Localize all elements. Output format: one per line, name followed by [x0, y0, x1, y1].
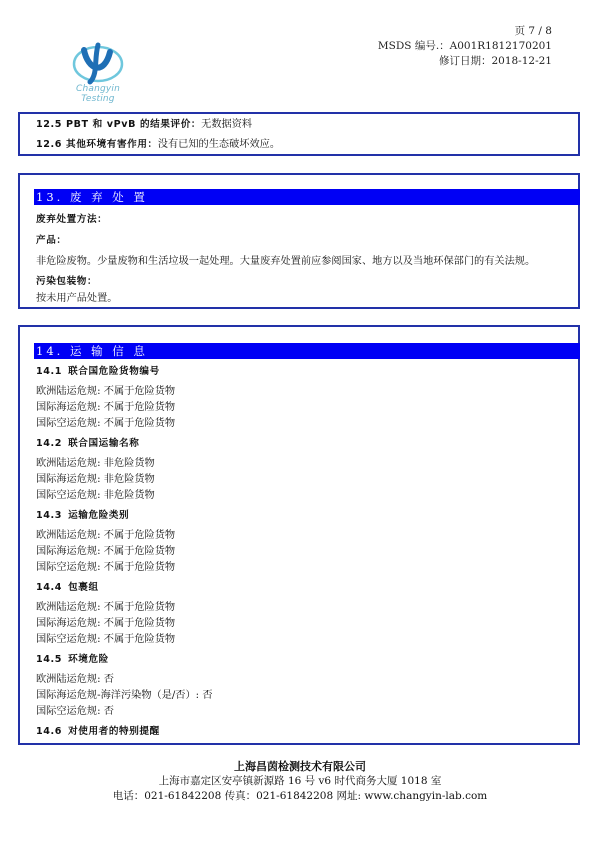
list-item: 国际海运危规: 不属于危险货物 — [36, 546, 176, 557]
other-effects-label: 12.6 其他环境有害作用： — [36, 139, 158, 150]
list-item: 欧洲陆运危规: 不属于危险货物 — [36, 602, 176, 613]
product-text: 非危险废物。少量废物和生活垃圾一起处理。大量废弃处置前应参阅国家、地方以及当地环保部门的有关法规。 — [36, 256, 536, 267]
other-effects-value: 没有已知的生态破坏效应。 — [157, 139, 281, 150]
pbt-line — [36, 118, 252, 132]
logo-text: Changyin Testing — [75, 84, 121, 104]
subsection-14-1-title: 14.1 联合国危险货物编号 — [36, 366, 160, 377]
section-13-box — [18, 173, 580, 309]
list-item: 国际空运危规: 否 — [36, 706, 114, 717]
list-item: 国际海运危规: 不属于危险货物 — [36, 618, 176, 629]
footer-contact: 电话：021-61842208 传真：021-61842208 网址: www.changyin-lab.com — [112, 790, 488, 802]
packaging-label: 污染包装物： — [36, 276, 98, 287]
section-14-title: 14. 运 输 信 息 — [34, 343, 580, 359]
list-item: 欧洲陆运危规: 不属于危险货物 — [36, 530, 176, 541]
document-meta — [378, 24, 552, 69]
section-12-box — [18, 112, 580, 156]
list-item: 国际海运危规: 非危险货物 — [36, 474, 155, 485]
subsection-14-2-title: 14.2 联合国运输名称 — [36, 438, 140, 449]
list-item: 国际空运危规: 不属于危险货物 — [36, 562, 176, 573]
list-item: 欧洲陆运危规: 否 — [36, 674, 114, 685]
list-item: 欧洲陆运危规: 非危险货物 — [36, 458, 155, 469]
msds-number: MSDS 编号.：A001R1812170201 — [377, 40, 552, 52]
page-number: 页 7 / 8 — [514, 25, 552, 37]
pbt-label: 12.5 PBT 和 vPvB 的结果评价： — [36, 119, 202, 130]
subsection-14-3-title: 14.3 运输危险类别 — [36, 510, 130, 521]
list-item: 欧洲陆运危规: 不属于危险货物 — [36, 386, 176, 397]
packaging-text: 按未用产品处置。 — [36, 293, 118, 304]
list-item: 国际海运危规-海洋污染物（是/否）: 否 — [36, 690, 213, 701]
list-item: 国际空运危规: 不属于危险货物 — [36, 418, 176, 429]
footer-company: 上海昌茵检测技术有限公司 — [234, 760, 366, 773]
subsection-14-5-title: 14.5 环境危险 — [36, 654, 109, 665]
section-13-title: 13. 废 弃 处 置 — [34, 189, 580, 205]
subsection-14-4-title: 14.4 包裹组 — [36, 582, 99, 593]
footer-address: 上海市嘉定区安亭镇新源路 16 号 v6 时代商务大厦 1018 室 — [158, 775, 442, 787]
disposal-method-label: 废弃处置方法： — [36, 214, 108, 225]
section-14-box — [18, 325, 580, 745]
revision-date: 修订日期：2018-12-21 — [438, 55, 552, 67]
product-label: 产品： — [36, 235, 67, 246]
list-item: 国际空运危规: 非危险货物 — [36, 490, 155, 501]
list-item: 国际海运危规: 不属于危险货物 — [36, 402, 176, 413]
subsection-14-6-title: 14.6 对使用者的特别提醒 — [36, 726, 160, 737]
other-effects-line — [36, 138, 280, 152]
logo-icon — [58, 40, 138, 86]
pbt-value: 无数据资料 — [201, 119, 253, 130]
list-item: 国际空运危规: 不属于危险货物 — [36, 634, 176, 645]
